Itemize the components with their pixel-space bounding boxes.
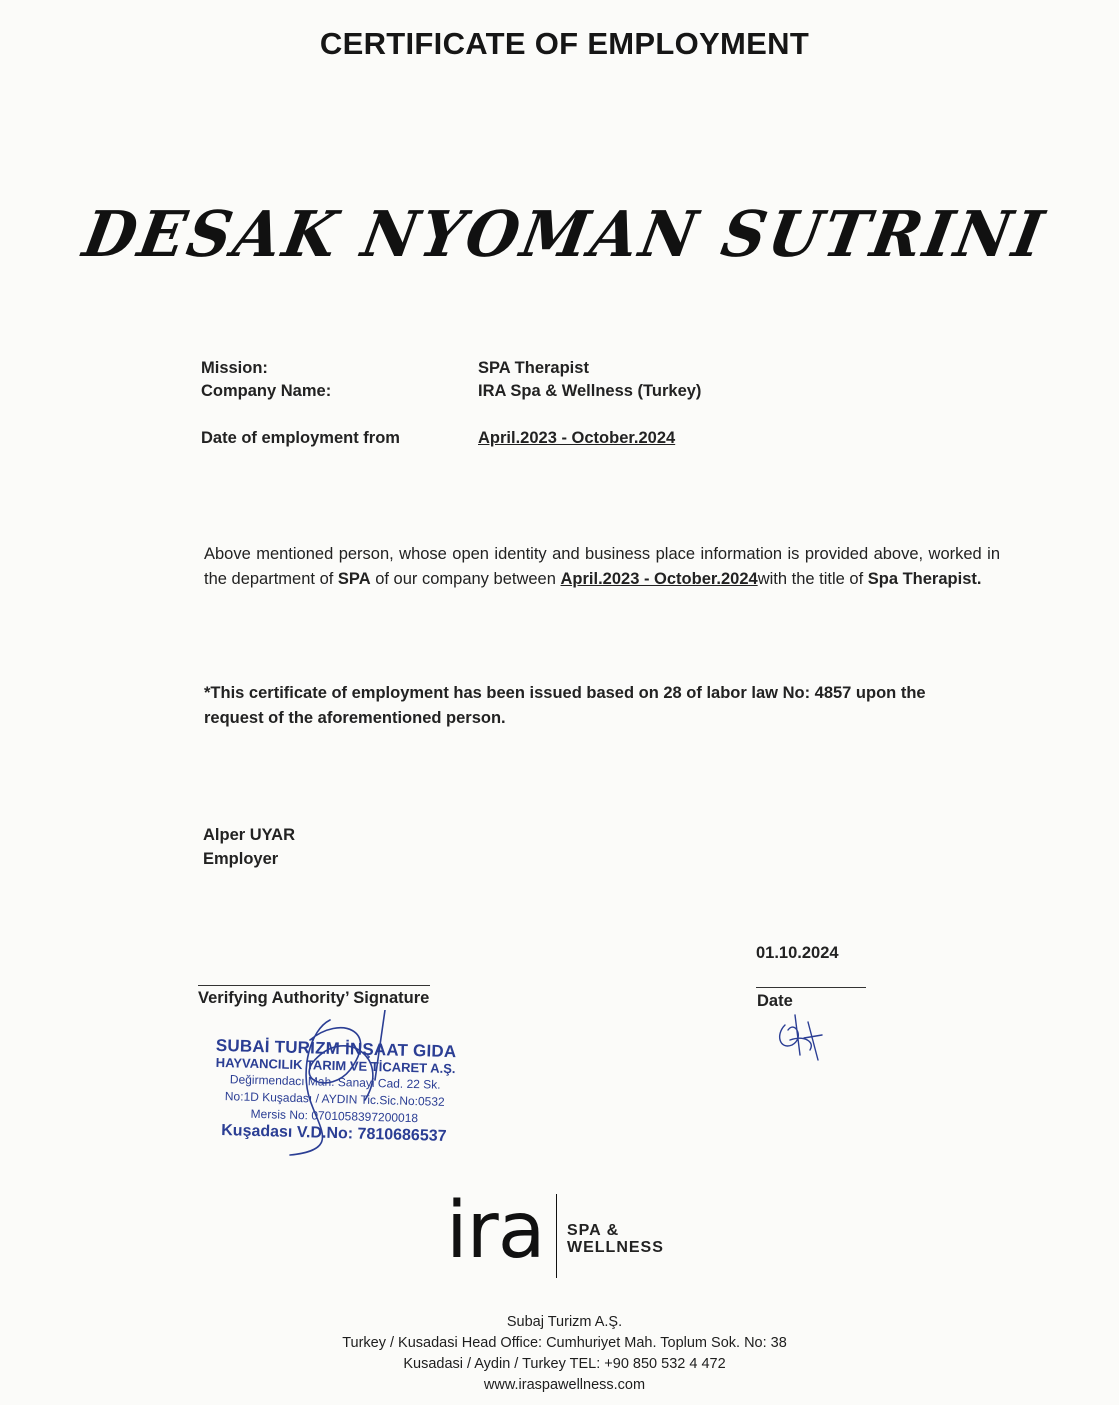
mission-value: SPA Therapist <box>478 359 589 377</box>
signature-line <box>198 985 430 986</box>
company-label: Company Name: <box>201 382 332 400</box>
date-label: Date <box>757 992 793 1010</box>
employment-date-value: April.2023 - October.2024 <box>478 429 676 447</box>
employment-details <box>201 357 701 450</box>
legal-note: *This certificate of employment has been issued based on 28 of labor law No: 4857 upon the request of the aforementioned person. <box>204 684 926 727</box>
statement-part-2: of our company between <box>370 569 561 588</box>
statement-part-1: Above mentioned person, whose open identity and business place information is provided above, worked in the department of <box>204 545 1000 588</box>
logo-divider <box>556 1194 557 1278</box>
employer-name: Alper UYAR <box>203 826 295 844</box>
company-footer <box>0 1312 1119 1396</box>
footer-address: Turkey / Kusadasi Head Office: Cumhuriyet Mah. Toplum Sok. No: 38 <box>342 1335 787 1351</box>
mission-row <box>201 357 701 380</box>
footer-company-name: Subaj Turizm A.Ş. <box>506 1314 623 1330</box>
stamp-line-2: HAYVANCILIK TARIM VE TİCARET A.Ş. <box>215 1054 456 1077</box>
company-value: IRA Spa & Wellness (Turkey) <box>478 382 702 400</box>
stamp-line-4: No:1D Kuşadası / AYDIN Tic.Sic.No:0532 <box>224 1089 445 1109</box>
employee-name: DESAK NYOMAN SUTRINI <box>77 198 1052 272</box>
logo-subtitle <box>567 1222 664 1256</box>
stamp-line-5: Mersis No: 0701058397200018 <box>250 1106 419 1126</box>
statement-part-3: with the title of <box>757 569 868 588</box>
statement-period: April.2023 - October.2024 <box>560 569 758 588</box>
authority-signature <box>270 1010 400 1160</box>
logo-wordmark: ira <box>446 1186 545 1276</box>
logo-sub-line-1: SPA & <box>567 1222 620 1239</box>
statement-title: Spa Therapist. <box>867 569 982 588</box>
issue-date: 01.10.2024 <box>756 944 839 962</box>
ira-logo <box>446 1188 696 1280</box>
page-title: CERTIFICATE OF EMPLOYMENT <box>319 26 810 61</box>
employment-date-label: Date of employment from <box>201 429 400 447</box>
employer-role: Employer <box>203 850 279 868</box>
employment-date-row <box>201 427 701 450</box>
mission-label: Mission: <box>201 359 268 377</box>
employer-block <box>203 823 295 871</box>
stamp-line-6: Kuşadası V.D.No: 7810686537 <box>221 1122 447 1145</box>
company-row <box>201 380 701 403</box>
stamp-line-1: SUBAİ TURİZM İNŞAAT GIDA <box>215 1035 457 1062</box>
footer-contact: Kusadasi / Aydin / Turkey TEL: +90 850 532 4 472 <box>403 1356 726 1372</box>
statement-department: SPA <box>337 569 371 588</box>
date-signature <box>770 1010 830 1065</box>
logo-sub-line-2: WELLNESS <box>567 1239 664 1256</box>
employment-statement <box>204 542 1000 591</box>
footer-website: www.iraspawellness.com <box>483 1377 646 1393</box>
verifying-authority-label: Verifying Authority’ Signature <box>198 989 430 1007</box>
stamp-line-3: Değirmendacı Mah. Sanayi Cad. 22 Sk. <box>229 1072 441 1092</box>
date-line <box>756 987 866 988</box>
